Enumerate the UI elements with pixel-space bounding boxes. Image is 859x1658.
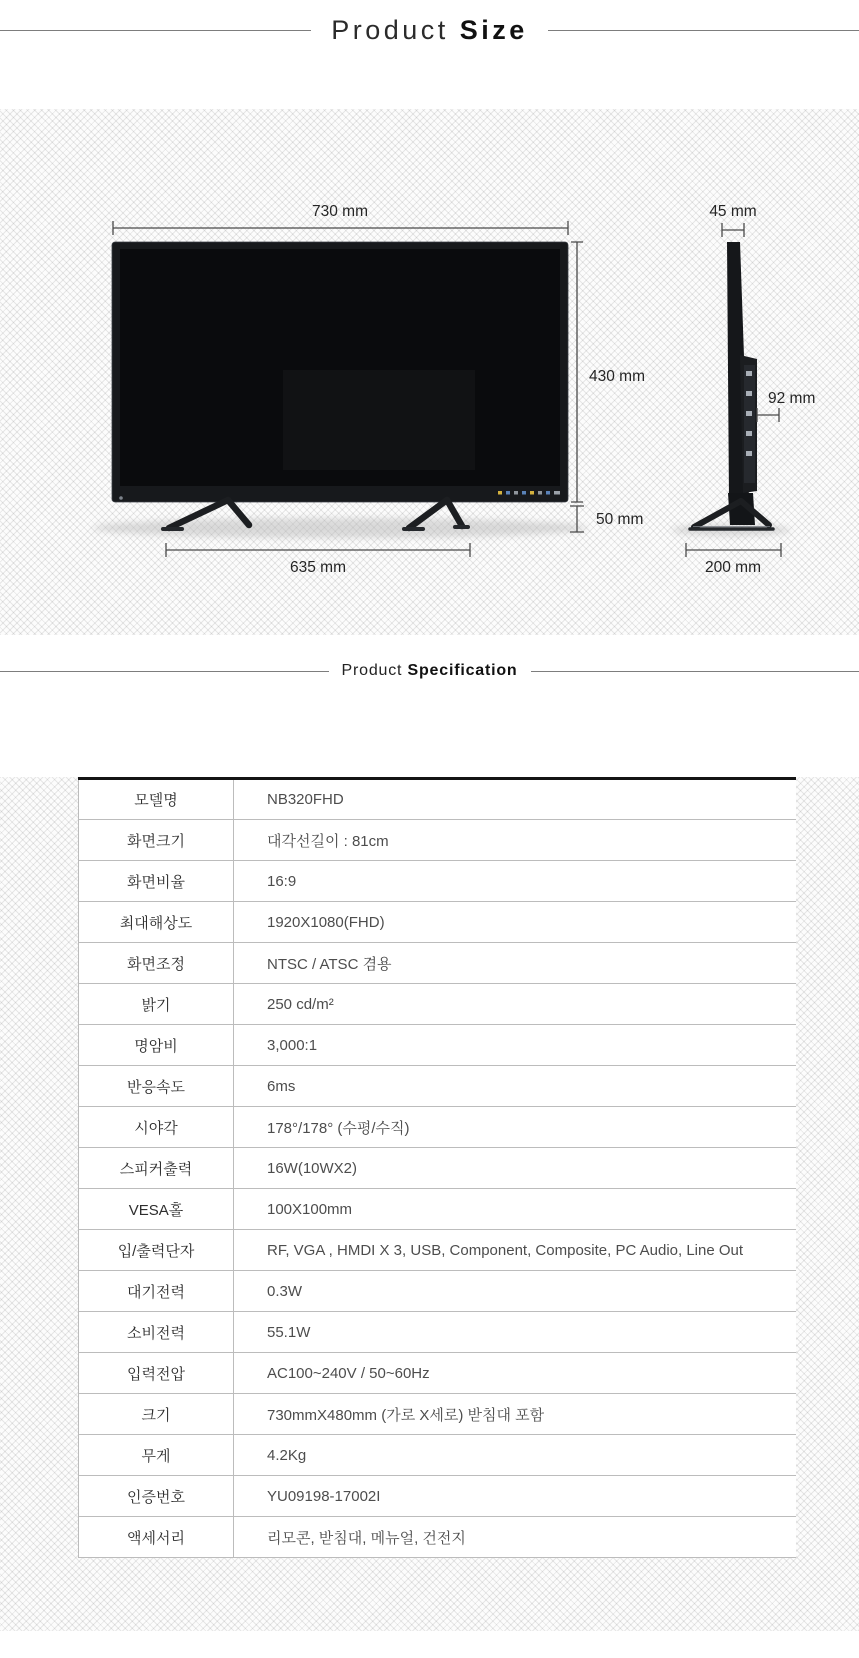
spec-value-cell: YU09198-17002I	[234, 1476, 797, 1517]
spec-value-cell: 250 cd/m²	[234, 984, 797, 1025]
spec-value-cell: RF, VGA , HMDI X 3, USB, Component, Composite, PC Audio, Line Out	[234, 1230, 797, 1271]
spec-row	[79, 1189, 797, 1230]
spec-row	[79, 1394, 797, 1435]
spec-row	[79, 1435, 797, 1476]
spec-value-cell: 리모콘, 받침대, 메뉴얼, 건전지	[234, 1517, 797, 1558]
bottom-white-strip	[0, 1631, 859, 1658]
spec-value-cell: 16W(10WX2)	[234, 1148, 797, 1189]
spec-row	[79, 1066, 797, 1107]
spec-row	[79, 861, 797, 902]
spec-label-cell: 크기	[79, 1394, 234, 1435]
spec-row	[79, 984, 797, 1025]
spec-value-cell: 730mmX480mm (가로 X세로) 받침대 포함	[234, 1394, 797, 1435]
spec-label-cell: 인증번호	[79, 1476, 234, 1517]
spec-label-cell: 무게	[79, 1435, 234, 1476]
stand-height-dimension-label: 50 mm	[596, 511, 644, 528]
spec-label-cell: 화면크기	[79, 820, 234, 861]
spec-label-cell: 소비전력	[79, 1312, 234, 1353]
spec-section-title	[0, 662, 859, 680]
spec-value-cell: 6ms	[234, 1066, 797, 1107]
spec-value-cell: AC100~240V / 50~60Hz	[234, 1353, 797, 1394]
spec-value-cell: 3,000:1	[234, 1025, 797, 1066]
spec-label-cell: 밝기	[79, 984, 234, 1025]
tv-dimension-diagram	[0, 109, 859, 635]
title-word-product: Product	[331, 15, 449, 45]
spec-label-cell: 최대해상도	[79, 902, 234, 943]
spec-label-cell: 화면조정	[79, 943, 234, 984]
tv-front-view	[112, 242, 568, 529]
spec-value-cell: 178°/178° (수평/수직)	[234, 1107, 797, 1148]
spec-label-cell: 입력전압	[79, 1353, 234, 1394]
spec-row	[79, 902, 797, 943]
spec-word-specification: Specification	[407, 662, 518, 679]
port-depth-dimension-label: 92 mm	[768, 390, 816, 407]
spec-row	[79, 1148, 797, 1189]
spec-row	[79, 820, 797, 861]
front-height-dimension-label: 430 mm	[589, 368, 645, 385]
side-port-strip	[744, 365, 755, 483]
spec-value-cell: 대각선길이 : 81cm	[234, 820, 797, 861]
spec-table	[78, 777, 796, 1558]
screen-reflection	[283, 370, 475, 470]
base-depth-dimension-label: 200 mm	[705, 559, 761, 576]
spec-value-cell: 4.2Kg	[234, 1435, 797, 1476]
spec-row	[79, 943, 797, 984]
spec-table-section	[0, 777, 859, 1631]
size-section-title	[0, 15, 859, 46]
spec-row	[79, 1517, 797, 1558]
spec-value-cell: NB320FHD	[234, 779, 797, 820]
power-led	[119, 496, 123, 500]
spec-row	[79, 1025, 797, 1066]
spec-row	[79, 1476, 797, 1517]
spec-word-product: Product	[341, 662, 403, 679]
spec-label-cell: 명암비	[79, 1025, 234, 1066]
spec-label-cell: 대기전력	[79, 1271, 234, 1312]
spec-row	[79, 1271, 797, 1312]
spec-row	[79, 1312, 797, 1353]
spec-label-cell: 시야각	[79, 1107, 234, 1148]
size-header-band	[0, 15, 859, 109]
side-depth-dimension-label: 45 mm	[709, 203, 757, 220]
size-diagram-section	[0, 109, 859, 635]
title-word-size: Size	[459, 15, 528, 45]
spec-label-cell: 화면비율	[79, 861, 234, 902]
page-title	[311, 15, 548, 46]
spec-label-cell: VESA홀	[79, 1189, 234, 1230]
spec-label-cell: 액세서리	[79, 1517, 234, 1558]
spec-label-cell: 스피커출력	[79, 1148, 234, 1189]
spec-label-cell: 반응속도	[79, 1066, 234, 1107]
base-width-dimension-label: 635 mm	[290, 559, 346, 576]
spec-value-cell: 16:9	[234, 861, 797, 902]
spec-label-cell: 모델명	[79, 779, 234, 820]
front-width-dimension-label: 730 mm	[312, 203, 368, 220]
spec-title	[329, 662, 531, 680]
spec-value-cell: 1920X1080(FHD)	[234, 902, 797, 943]
spec-row	[79, 779, 797, 820]
spec-value-cell: 55.1W	[234, 1312, 797, 1353]
tv-side-view	[690, 242, 773, 529]
spec-row	[79, 1230, 797, 1271]
spec-row	[79, 1107, 797, 1148]
spec-value-cell: NTSC / ATSC 겸용	[234, 943, 797, 984]
spec-header-band	[0, 662, 859, 748]
spec-value-cell: 0.3W	[234, 1271, 797, 1312]
spec-value-cell: 100X100mm	[234, 1189, 797, 1230]
spec-label-cell: 입/출력단자	[79, 1230, 234, 1271]
spec-row	[79, 1353, 797, 1394]
